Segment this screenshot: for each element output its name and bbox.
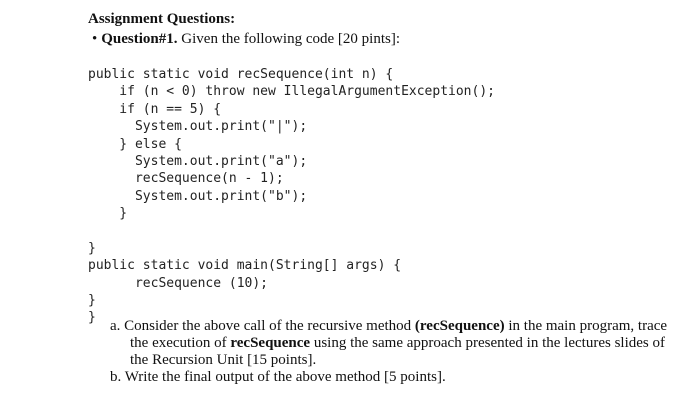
task-a-suffix: using the same approach presented in the lectures slides of the Recursion Unit [15 points]. [130,335,665,368]
code-line: } else { [88,136,182,152]
code-line: recSequence (10); [88,275,269,291]
task-list [110,318,670,386]
task-a-prefix: a. Consider the above call of the recursive method [110,318,415,334]
page-title: Assignment Questions: [88,11,236,27]
code-line [88,223,495,240]
code-line: public static void main(String[] args) { [88,258,402,274]
question-label: Question#1. [101,31,178,47]
code-line: if (n == 5) { [88,101,222,117]
question-line [92,30,400,48]
task-a [110,318,670,369]
code-line: } [88,240,96,256]
code-block [88,66,495,327]
question-text: Given the following code [20 pints]: [177,31,400,47]
bullet-icon: • [92,31,98,47]
code-line: } [88,206,128,222]
code-line: recSequence(n - 1); [88,171,284,187]
task-b [110,369,670,386]
code-line: } [88,293,96,309]
code-line: System.out.print("a"); [88,153,308,169]
code-line: if (n < 0) throw new IllegalArgumentException(); [88,84,495,100]
task-a-method-ref: recSequence [230,335,311,351]
code-line: System.out.print("b"); [88,188,308,204]
task-a-method-name: (recSequence) [414,318,505,334]
code-line: System.out.print("|"); [88,119,308,135]
task-b-text: b. Write the final output of the above method [5 points]. [110,369,446,385]
code-line: } [88,310,96,326]
task-a-middle: in the main program, trace the execution of [130,318,668,351]
code-line: public static void recSequence(int n) { [88,67,394,82]
